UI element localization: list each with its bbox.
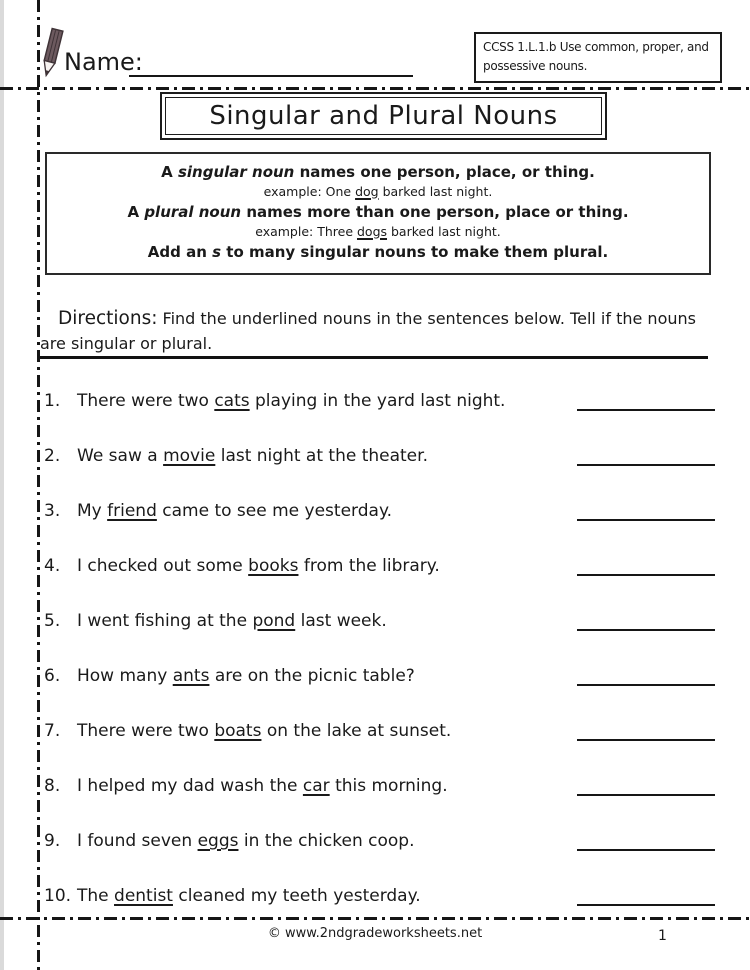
underlined-noun: car	[302, 776, 330, 796]
underlined-noun: dogs	[356, 224, 388, 239]
underlined-noun: pond	[252, 611, 296, 631]
sentence-item-10: 10. The dentist cleaned my teeth yesterday.	[44, 883, 715, 909]
name-blank-line[interactable]	[129, 49, 413, 77]
definition-example: example: Three dogs barked last night.	[255, 224, 501, 239]
answer-blank[interactable]	[577, 519, 715, 521]
scan-edge-strip	[0, 0, 4, 970]
item-number: 5.	[44, 611, 61, 631]
definition-line: A plural noun names more than one person, place or thing.	[127, 203, 629, 221]
item-number: 2.	[44, 446, 61, 466]
sentence-item-3: 3. My friend came to see me yesterday.	[44, 498, 715, 524]
answer-blank[interactable]	[577, 849, 715, 851]
directions-label: Directions:	[58, 308, 158, 329]
underlined-noun: books	[248, 556, 299, 576]
title-box	[160, 92, 607, 140]
underlined-noun: movie	[163, 446, 216, 466]
italic-term: s	[212, 243, 222, 261]
answer-blank[interactable]	[577, 409, 715, 411]
ccss-standard-note: CCSS 1.L.1.b Use common, proper, and possessive nouns.	[474, 32, 722, 83]
pencil-icon	[36, 26, 66, 86]
sentence-item-1: 1. There were two cats playing in the yard last night.	[44, 388, 715, 414]
copyright-credit: © www.2ndgradeworksheets.net	[267, 926, 483, 941]
top-cut-line	[0, 87, 750, 90]
item-number: 9.	[44, 831, 61, 851]
underlined-noun: friend	[107, 501, 157, 521]
sentence-item-9: 9. I found seven eggs in the chicken coop.	[44, 828, 715, 854]
bottom-cut-line	[0, 917, 750, 920]
vertical-cut-line	[37, 0, 40, 970]
italic-term: singular noun	[177, 163, 295, 181]
underlined-noun: dentist	[114, 886, 173, 906]
sentence-item-7: 7. There were two boats on the lake at sunset.	[44, 718, 715, 744]
answer-blank[interactable]	[577, 739, 715, 741]
definition-example: example: One dog barked last night.	[263, 184, 493, 199]
title-inner-border	[165, 97, 602, 135]
item-number: 10.	[44, 886, 72, 906]
definition-line: Add an s to many singular nouns to make them plural.	[147, 243, 609, 261]
underlined-noun: ants	[172, 666, 210, 686]
item-number: 1.	[44, 391, 61, 411]
sentence-item-5: 5. I went fishing at the pond last week.	[44, 608, 715, 634]
directions-divider	[40, 356, 708, 359]
underlined-noun: boats	[214, 721, 262, 741]
definition-line: A singular noun names one person, place, or thing.	[161, 163, 595, 181]
page-number: 1	[658, 928, 667, 944]
answer-blank[interactable]	[577, 629, 715, 631]
underlined-noun: cats	[214, 391, 250, 411]
sentence-item-8: 8. I helped my dad wash the car this morning.	[44, 773, 715, 799]
answer-blank[interactable]	[577, 684, 715, 686]
answer-blank[interactable]	[577, 904, 715, 906]
italic-term: plural noun	[144, 203, 242, 221]
name-label: Name:	[64, 48, 143, 76]
underlined-noun: eggs	[197, 831, 239, 851]
item-number: 6.	[44, 666, 61, 686]
directions-text: Directions: Find the underlined nouns in the sentences below. Tell if the nouns are singular or plural.	[40, 308, 696, 353]
underlined-noun: dog	[355, 184, 379, 199]
sentence-item-6: 6. How many ants are on the picnic table?	[44, 663, 715, 689]
item-number: 3.	[44, 501, 61, 521]
page-title: Singular and Plural Nouns	[209, 101, 558, 131]
item-number: 8.	[44, 776, 61, 796]
sentence-item-2: 2. We saw a movie last night at the theater.	[44, 443, 715, 469]
answer-blank[interactable]	[577, 464, 715, 466]
answer-blank[interactable]	[577, 574, 715, 576]
definition-box	[45, 152, 711, 275]
sentence-item-4: 4. I checked out some books from the library.	[44, 553, 715, 579]
item-number: 7.	[44, 721, 61, 741]
answer-blank[interactable]	[577, 794, 715, 796]
item-number: 4.	[44, 556, 61, 576]
